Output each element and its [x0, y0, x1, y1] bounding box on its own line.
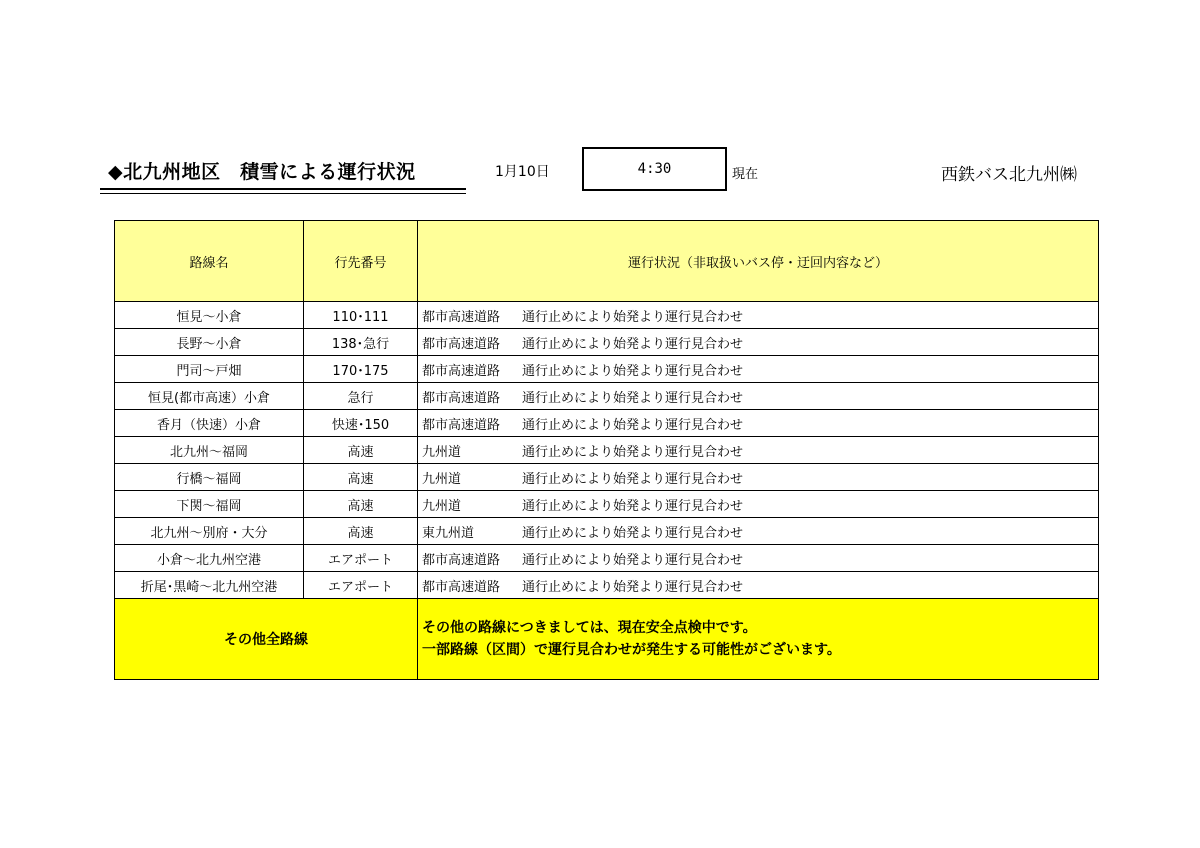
operation-status: [418, 383, 1099, 410]
header-route: 路線名: [115, 221, 304, 302]
table-row: [115, 545, 1099, 572]
road-name: 九州道: [422, 498, 462, 514]
table-row: [115, 329, 1099, 356]
operation-status: [418, 302, 1099, 329]
route-name: 門司～戸畑: [115, 356, 304, 383]
route-name: 恒見～小倉: [115, 302, 304, 329]
road-name: 都市高速道路: [422, 336, 501, 352]
route-name: 北九州～別府・大分: [115, 518, 304, 545]
destination-number: 高速: [304, 464, 418, 491]
table-row: [115, 437, 1099, 464]
table-row: [115, 464, 1099, 491]
table-row: [115, 491, 1099, 518]
operation-status: [418, 356, 1099, 383]
status-text: 通行止めにより始発より運行見合わせ: [522, 498, 744, 514]
company-name: 西鉄バス北九州㈱: [941, 165, 1077, 185]
destination-number: 高速: [304, 437, 418, 464]
table-row: [115, 410, 1099, 437]
title-underline: [100, 188, 466, 190]
status-text: 通行止めにより始発より運行見合わせ: [522, 552, 744, 568]
status-text: 通行止めにより始発より運行見合わせ: [522, 471, 744, 487]
note-line-2: 一部路線（区間）で運行見合わせが発生する可能性がございます。: [422, 642, 841, 658]
operation-status: [418, 464, 1099, 491]
report-time: 4:30: [637, 161, 672, 177]
destination-number: 急行: [304, 383, 418, 410]
as-of-label: 現在: [732, 167, 759, 182]
destination-number: 高速: [304, 491, 418, 518]
other-routes-label: その他全路線: [115, 599, 418, 680]
table-row: [115, 356, 1099, 383]
road-name: 都市高速道路: [422, 579, 501, 595]
status-text: 通行止めにより始発より運行見合わせ: [522, 417, 744, 433]
header-number: 行先番号: [304, 221, 418, 302]
route-name: 恒見(都市高速）小倉: [115, 383, 304, 410]
road-name: 都市高速道路: [422, 417, 501, 433]
status-text: 通行止めにより始発より運行見合わせ: [522, 525, 744, 541]
other-routes-row: [115, 599, 1099, 680]
destination-number: 170･175: [304, 356, 418, 383]
operation-status: [418, 437, 1099, 464]
status-text: 通行止めにより始発より運行見合わせ: [522, 579, 744, 595]
route-name: 行橋～福岡: [115, 464, 304, 491]
header-status: 運行状況（非取扱いバス停・迂回内容など）: [418, 221, 1099, 302]
route-name: 長野～小倉: [115, 329, 304, 356]
operation-status: [418, 329, 1099, 356]
title-underline-thin: [100, 193, 466, 194]
table-row: [115, 572, 1099, 599]
destination-number: エアポート: [304, 545, 418, 572]
table-header-row: [115, 221, 1099, 302]
table-row: [115, 518, 1099, 545]
status-text: 通行止めにより始発より運行見合わせ: [522, 309, 744, 325]
road-name: 都市高速道路: [422, 363, 501, 379]
destination-number: エアポート: [304, 572, 418, 599]
status-text: 通行止めにより始発より運行見合わせ: [522, 390, 744, 406]
report-time-box: [582, 147, 727, 191]
page-title: ◆北九州地区 積雪による運行状況: [108, 161, 416, 183]
operation-status: [418, 572, 1099, 599]
operation-status: [418, 518, 1099, 545]
destination-number: 110･111: [304, 302, 418, 329]
table-row: [115, 302, 1099, 329]
operation-status: [418, 545, 1099, 572]
report-date: 1月10日: [495, 164, 550, 180]
status-text: 通行止めにより始発より運行見合わせ: [522, 336, 744, 352]
road-name: 都市高速道路: [422, 390, 501, 406]
route-name: 小倉～北九州空港: [115, 545, 304, 572]
table-row: [115, 383, 1099, 410]
road-name: 東九州道: [422, 525, 475, 541]
status-table: [114, 220, 1099, 680]
route-name: 香月（快速）小倉: [115, 410, 304, 437]
destination-number: 138･急行: [304, 329, 418, 356]
road-name: 九州道: [422, 444, 462, 460]
note-line-1: その他の路線につきましては、現在安全点検中です。: [422, 620, 757, 636]
route-name: 折尾･黒崎～北九州空港: [115, 572, 304, 599]
route-name: 北九州～福岡: [115, 437, 304, 464]
destination-number: 快速･150: [304, 410, 418, 437]
operation-status: [418, 410, 1099, 437]
road-name: 九州道: [422, 471, 462, 487]
status-text: 通行止めにより始発より運行見合わせ: [522, 363, 744, 379]
road-name: 都市高速道路: [422, 309, 501, 325]
status-text: 通行止めにより始発より運行見合わせ: [522, 444, 744, 460]
destination-number: 高速: [304, 518, 418, 545]
road-name: 都市高速道路: [422, 552, 501, 568]
route-name: 下関～福岡: [115, 491, 304, 518]
other-routes-note: [418, 599, 1099, 680]
operation-status: [418, 491, 1099, 518]
